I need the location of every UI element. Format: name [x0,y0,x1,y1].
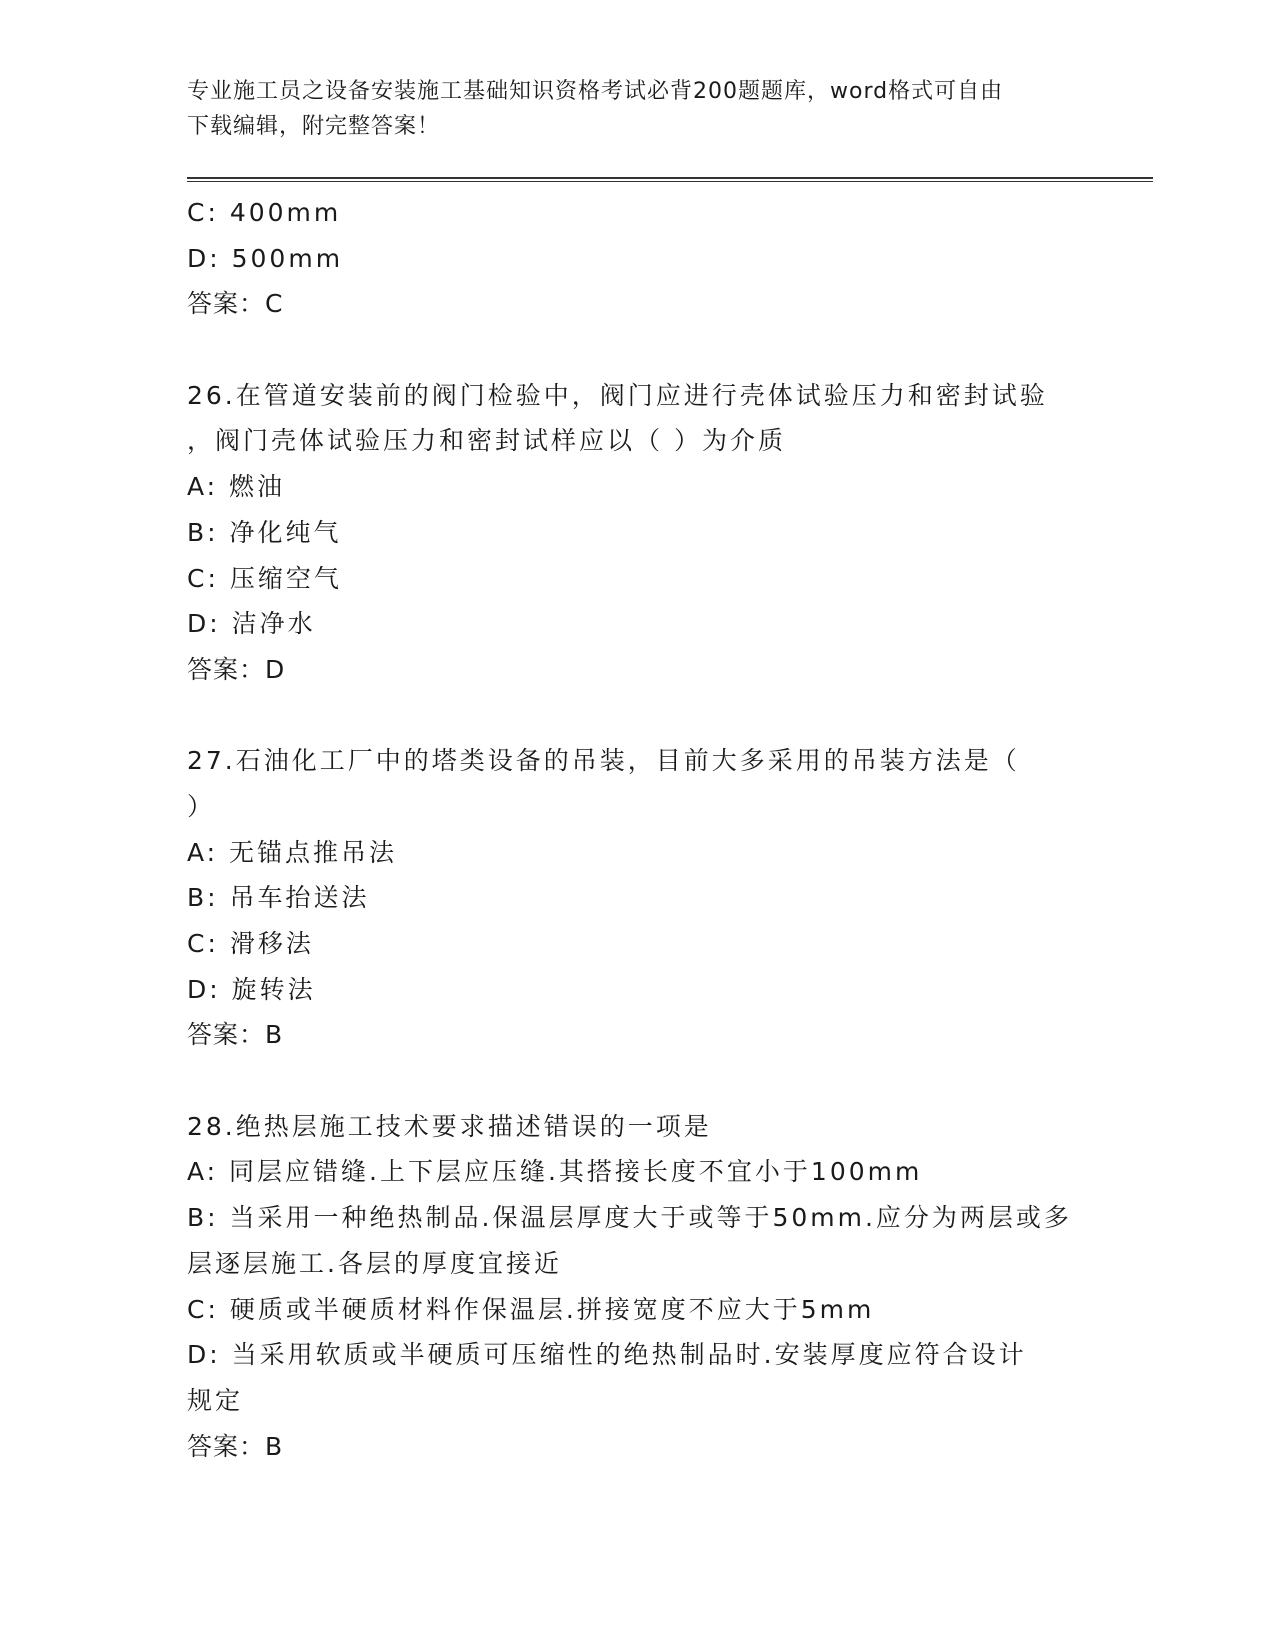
spacer [187,327,1087,373]
option-b: B: 当采用一种绝热制品.保温层厚度大于或等于50mm.应分为两层或多 [187,1203,1072,1233]
header-title-line1: 专业施工员之设备安装施工基础知识资格考试必背200题题库，word格式可自由 [187,79,1004,104]
option-c: C: 滑移法 [187,929,314,958]
option-a: A: 无锚点推吊法 [187,837,398,867]
option-b-cont: 层逐层施工.各层的厚度宜接近 [187,1248,562,1278]
spacer [187,1058,1087,1104]
option-b: B: 吊车抬送法 [187,883,370,913]
question-stem-cont: ，阀门壳体试验压力和密封试样应以（ ）为介质 [187,426,786,456]
spacer [187,693,1087,739]
option-d-cont: 规定 [187,1385,244,1415]
answer: 答案：B [187,1020,284,1050]
question-stem: 27.石油化工厂中的塔类设备的吊装，目前大多采用的吊装方法是（ [187,746,1020,776]
page-header [187,74,1087,144]
option-d: D: 当采用软质或半硬质可压缩性的绝热制品时.安装厚度应符合设计 [187,1340,1027,1370]
option-c: C: 压缩空气 [187,563,342,593]
question-list [187,190,1087,1469]
option-d: D: 旋转法 [187,974,316,1004]
question-stem-cont: ） [187,791,216,821]
option-d: D: 洁净水 [187,609,316,639]
header-title-line2: 下载编辑，附完整答案！ [187,114,441,139]
question-stem: 26.在管道安装前的阀门检验中，阀门应进行壳体试验压力和密封试验 [187,380,1048,410]
option-c: C: 硬质或半硬质材料作保温层.拼接宽度不应大于5mm [187,1294,875,1324]
option-a: A: 同层应错缝.上下层应压缝.其搭接长度不宜小于100mm [187,1157,923,1187]
option-d: D: 500mm [187,243,344,273]
question-stem: 28.绝热层施工技术要求描述错误的一项是 [187,1111,712,1141]
answer: 答案：B [187,1431,284,1461]
option-a: A: 燃油 [187,472,286,502]
answer: 答案：C [187,289,284,319]
option-b: B: 净化纯气 [187,517,342,547]
option-c: C: 400mm [187,198,342,227]
answer: 答案：D [187,654,286,684]
header-divider [187,177,1153,182]
